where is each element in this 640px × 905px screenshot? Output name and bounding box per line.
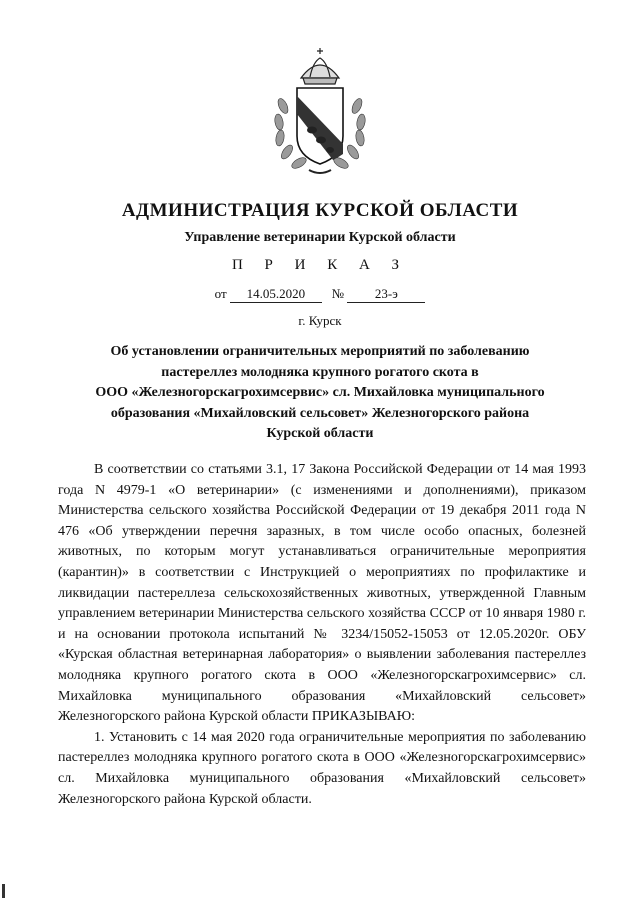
preamble-paragraph: В соответствии со статьями 3.1, 17 Закона Российской Федерации от 14 мая 1993 года N 4979-1 «О ветеринарии» (с изменениями и дополнениями), приказом Министерства сельского хозяйства Российской Федерации от 19 декабря 2011 года N 476 «Об утверждении перечня заразных, в том числе особо опасных, болезней животных, по которым могут устанавливаться ограничительные мероприятия (карантин)» в соответствии с Инструкцией о мероприятиях по профилактике и ликвидации пастереллеза сельскохозяйственных животных, утвержденной Главным управлением ветеринарии Министерства сельского хозяйства СССР от 10 января 1980 г. и на основании протокола испытаний № 3234/15052-15053 от 12.05.2020г. ОБУ «Курская областная ветеринарная лаборатория» о выявлении заболевания пастереллез молодняка крупного рогатого скота в ООО «Железногорскагрохимсервис» сл. Михайловка муниципального образования «Михайловский сельсовет» Железногорского района Курской области ПРИКАЗЫВАЮ: [58,462,586,725]
document-subject [78,342,562,445]
subject-line: образования «Михайловский сельсовет» Железногорского района [110,405,530,421]
subject-line: ООО «Железногорскагрохимсервис» сл. Михайловка муниципального [95,385,545,400]
kursk-coat-of-arms-icon [269,48,371,178]
document-type: П Р И К А З [231,257,409,273]
document-body [58,460,586,810]
date-number-line [0,286,640,303]
subject-line: Об установлении ограничительных мероприятий по заболеванию [110,344,530,359]
department-title: Управление ветеринарии Курской области [184,230,456,245]
scan-edge-mark [2,884,5,898]
document-date: 14.05.2020 [230,286,322,303]
date-prefix: от [214,286,227,301]
document-number: 23-э [347,286,425,303]
city: г. Курск [298,313,342,328]
subject-line: Курской области [266,426,374,441]
organization-title: АДМИНИСТРАЦИЯ КУРСКОЙ ОБЛАСТИ [121,200,519,221]
number-prefix: № [331,286,345,301]
subject-line: пастереллез молодняка крупного рогатого скота в [161,364,479,380]
order-item-1: 1. Установить с 14 мая 2020 года ограничительные мероприятия по заболеванию пастереллез молодняка крупного рогатого скота в ООО «Железногорскагрохимсервис» сл. Михайловка муниципального образования «Михайловский сельсовет» Железногорского района Курской области. [58,729,586,807]
